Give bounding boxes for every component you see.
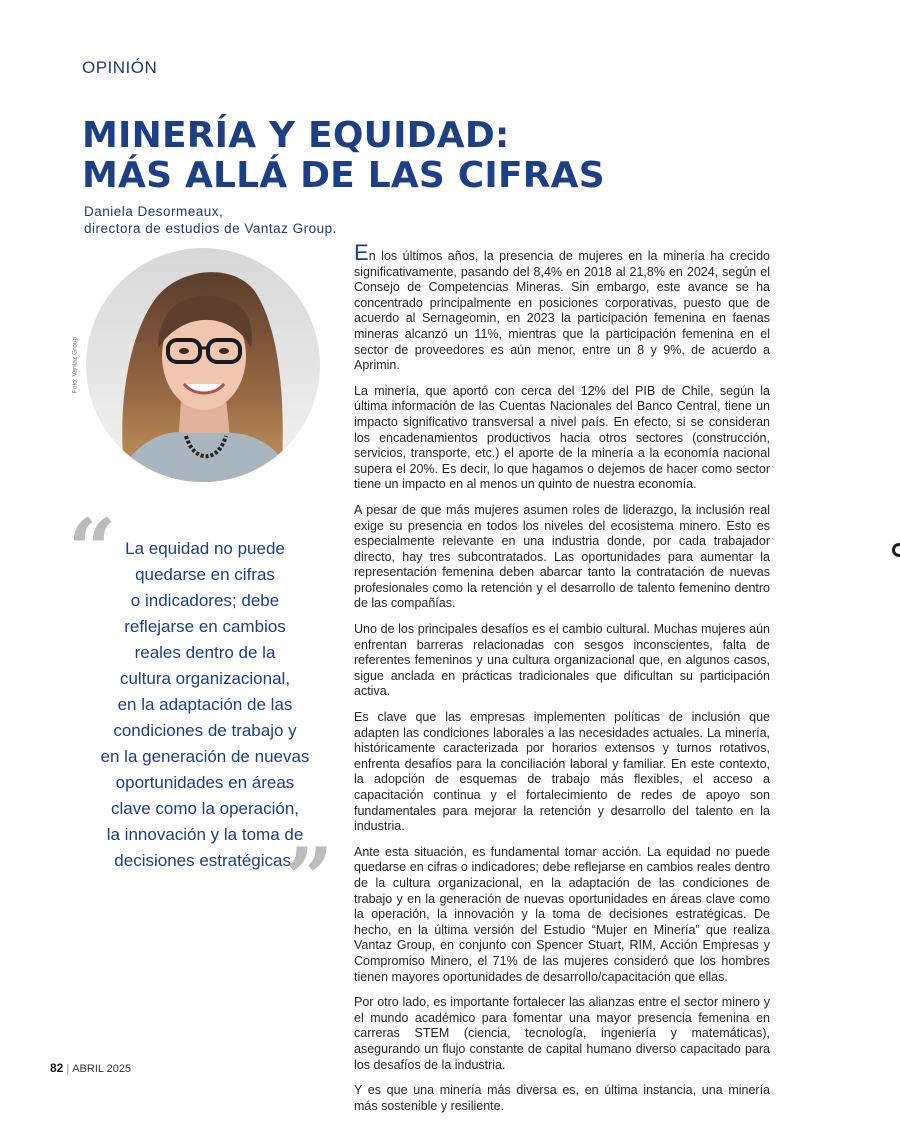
title-line-1: MINERÍA Y EQUIDAD: [82, 115, 510, 156]
pull-quote-line: clave como la operación, [110, 799, 300, 818]
article-paragraph: Uno de los principales desafíos es el cambio cultural. Muchas mujeres aún enfrentan barreras relacionadas con sesgos inconscientes, falta de referentes femeninos y una cultura organizacional que, en algunos casos, sigue anclada en prácticas tradicionales que dificultan su participación activa. [354, 622, 770, 699]
drop-cap: E [354, 240, 369, 265]
page-number: 82 [50, 1061, 64, 1075]
registration-mark-icon [892, 543, 900, 557]
author-portrait [86, 248, 320, 482]
article-paragraph: A pesar de que más mujeres asumen roles de liderazgo, la inclusión real exige su presencia en todos los niveles del ecosistema minero. Esto es especialmente relevante en una industria donde, por cada trabajador directo, hay tres subcontratados. Las oportunidades para aumentar la representación femenina deben abarcar tanto la contratación de nuevas profesionales como la retención y el desarrollo de talento femenino dentro de las compañías. [354, 502, 770, 611]
pull-quote-line: reflejarse en cambios [124, 617, 286, 636]
article-paragraph: Es clave que las empresas implementen políticas de inclusión que adapten las condiciones laborales a las necesidades actuales. La minería, históricamente caracterizada por horarios extensos y turnos rotativos, enfrenta desafíos para la conciliación laboral y familiar. En este contexto, la adopción de esquemas de trabajo más flexibles, el acceso a capacitación continua y el fortalecimiento de redes de apoyo son fundamentales para mejorar la retención y desarrollo del talento en la industria. [354, 710, 770, 834]
pull-quote-line: o indicadores; debe [130, 591, 280, 610]
pull-quote-line: la innovación y la toma de [106, 825, 304, 844]
article-body [354, 240, 770, 1124]
article-title [82, 116, 605, 196]
footer-separator: | [66, 1063, 70, 1075]
pull-quote-line: en la adaptación de las [117, 695, 293, 714]
issue-date: ABRIL 2025 [72, 1063, 132, 1075]
article-paragraph: Por otro lado, es importante fortalecer las alianzas entre el sector minero y el mundo académico para fomentar una mayor presencia femenina en carreras STEM (ciencia, tecnología, ingeniería y matemáticas), asegurando un flujo constante de capital humano diverso capacitado para los desafíos de la industria. [354, 995, 770, 1072]
pull-quote-line: La equidad no puede [125, 539, 285, 558]
pull-quote-line: cultura organizacional, [119, 669, 291, 688]
pull-quote-line: oportunidades en áreas [115, 773, 295, 792]
article-paragraph: En los últimos años, la presencia de mujeres en la minería ha crecido significativamente, pasando del 8,4% en 2018 al 21,8% en 2024, según el Consejo de Competencias Mineras. Sin embargo, este avance se ha concentrado principalmente en posiciones corporativas, puesto que de acuerdo al Sernageomin, en 2023 la participación femenina en faenas mineras alcanzó un 11%, mientras que la participación femenina en el sector de proveedores es aún menor, entre un 8 y 9%, de acuerdo a Aprimin. [354, 240, 770, 373]
page-footer [50, 1061, 131, 1075]
title-line-2: MÁS ALLÁ DE LAS CIFRAS [82, 155, 605, 196]
pull-quote [80, 536, 330, 874]
article-paragraph: Ante esta situación, es fundamental tomar acción. La equidad no puede quedarse en cifras o indicadores; debe reflejarse en cambios reales dentro de la cultura organizacional, en la adaptación de las condiciones de trabajo y en la generación de nuevas oportunidades en áreas clave como la operación, la innovación y la toma de decisiones estratégicas. De hecho, en la última versión del Estudio “Mujer en Minería” que realiza Vantaz Group, en conjunto con Spencer Stuart, RIM, Acción Empresas y Compromiso Minero, el 71% de las mujeres consideró que los hombres tienen mayores oportunidades de desarrollo/capacitación que ellas. [354, 844, 770, 984]
pull-quote-line: condiciones de trabajo y [113, 721, 297, 740]
close-quote-mark: ” [285, 829, 334, 928]
article-paragraph: La minería, que aportó con cerca del 12% del PIB de Chile, según la última información de las Cuentas Nacionales del Banco Central, tiene un impacto significativo transversal a nivel país. En efecto, si se consideran los encadenamientos productivos hacia otros sectores (construcción, servicios, transporte, etc.) el aporte de la minería a la economía nacional supera el 20%. Es decir, lo que hagamos o dejemos de hacer como sector tiene un impacto en al menos un quinto de nuestra economía. [354, 383, 770, 492]
section-label: OPINIÓN [82, 58, 158, 77]
author-byline [84, 203, 337, 237]
photo-credit: Foto: Vantaz Group [71, 336, 79, 394]
open-quote-mark: “ [68, 500, 117, 599]
article-paragraph: Y es que una minería más diversa es, en última instancia, una minería más sostenible y resiliente. [354, 1083, 770, 1113]
pull-quote-line: quedarse en cifras [135, 565, 275, 584]
pull-quote-line: en la generación de nuevas [100, 747, 310, 766]
pull-quote-line: reales dentro de la [134, 643, 276, 662]
author-name: Daniela Desormeaux, [84, 204, 224, 219]
pull-quote-line: decisiones estratégicas. [114, 851, 296, 870]
author-role: directora de estudios de Vantaz Group. [84, 221, 337, 236]
